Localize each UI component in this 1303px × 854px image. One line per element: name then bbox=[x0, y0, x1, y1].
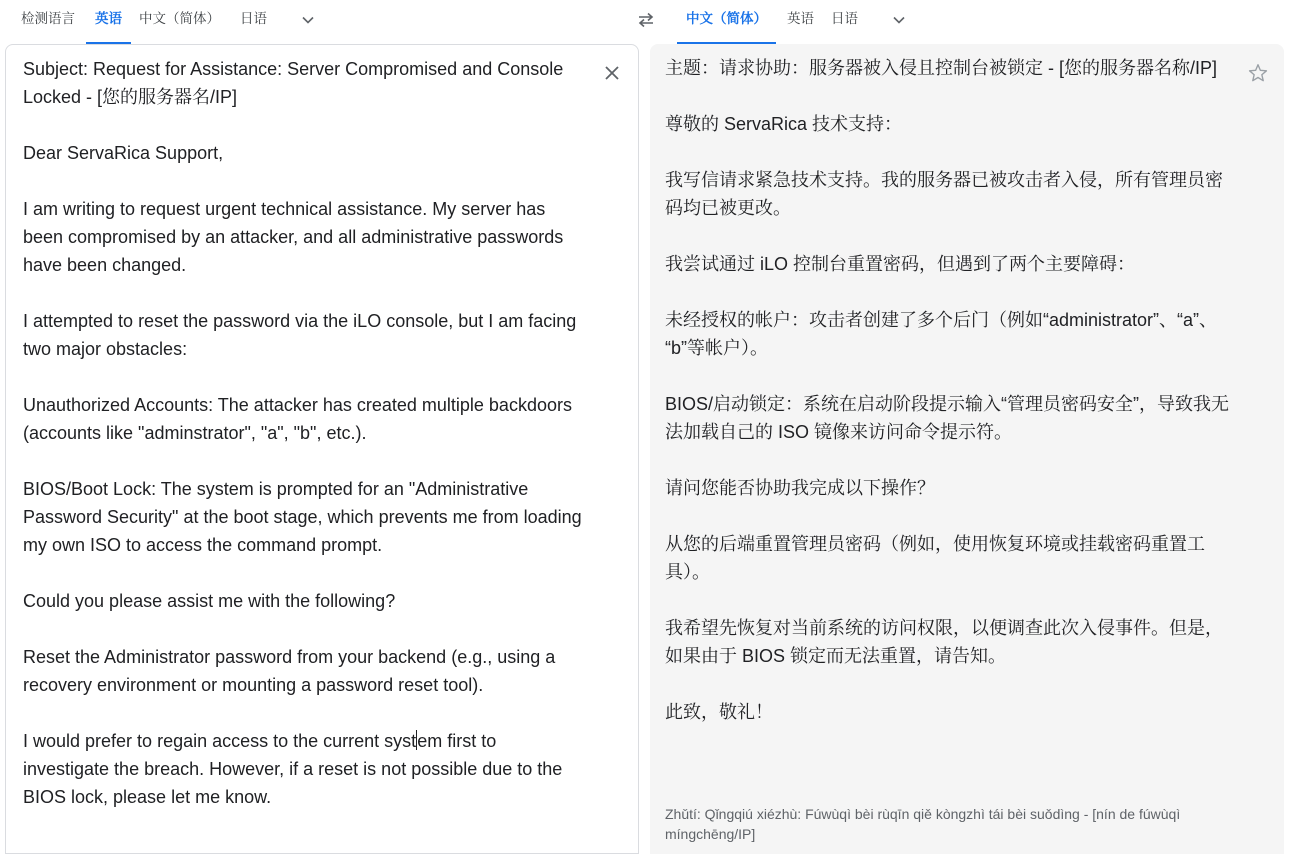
source-line bbox=[23, 559, 583, 587]
translation-line: 主题：请求协助：服务器被入侵且控制台被锁定 - [您的服务器名称/IP] bbox=[665, 58, 1218, 78]
source-line-with-caret bbox=[23, 727, 583, 755]
source-line: Password Security" at the boot stage, which prevents me from loading bbox=[23, 507, 582, 527]
chevron-down-icon[interactable] bbox=[300, 12, 316, 28]
translation-line: “b”等帐户）。 bbox=[665, 338, 768, 358]
translation-line: 法加载自己的 ISO 镜像来访问命令提示符。 bbox=[665, 422, 1013, 442]
star-outline-icon[interactable] bbox=[1247, 62, 1269, 84]
source-line: Could you please assist me with the following? bbox=[23, 591, 396, 611]
source-language-bar bbox=[0, 0, 640, 44]
source-tab-chinese-simplified[interactable]: 中文（简体） bbox=[139, 11, 220, 27]
source-line: Subject: Request for Assistance: Server Compromised and Console bbox=[23, 59, 564, 79]
source-line: Dear ServaRica Support, bbox=[23, 143, 224, 163]
translation-line: 从您的后端重置管理员密码（例如，使用恢复环境或挂载密码重置工 bbox=[665, 534, 1205, 554]
target-tab-chinese-simplified[interactable]: 中文（简体） bbox=[677, 0, 776, 44]
source-line: BIOS lock, please let me know. bbox=[23, 787, 272, 807]
close-icon[interactable] bbox=[602, 63, 622, 83]
transliteration-text: Zhǔtí: Qǐngqiú xiézhù: Fúwùqì bèi rùqīn qiě kòngzhì tái bèi suǒdìng - [nín de fúwùqì míngchēng/IP] bbox=[665, 806, 1181, 842]
source-line: Reset the Administrator password from your backend (e.g., using a bbox=[23, 647, 556, 667]
translation-line: 请问您能否协助我完成以下操作？ bbox=[665, 478, 935, 498]
source-line: my own ISO to access the command prompt. bbox=[23, 535, 383, 555]
source-tab-detect-language[interactable]: 检测语言 bbox=[21, 11, 75, 27]
translation-line: 尊敬的 ServaRica 技术支持： bbox=[665, 114, 903, 134]
source-tab-japanese[interactable]: 日语 bbox=[240, 11, 267, 27]
translation-line bbox=[665, 586, 1235, 614]
source-line: Unauthorized Accounts: The attacker has created multiple backdoors bbox=[23, 395, 572, 415]
source-tab-english[interactable]: 英语 bbox=[86, 0, 131, 44]
translation-line: 我尝试通过 iLO 控制台重置密码，但遇到了两个主要障碍： bbox=[665, 254, 1136, 274]
source-line bbox=[23, 111, 583, 139]
source-line: have been changed. bbox=[23, 255, 187, 275]
translation-line: 具）。 bbox=[665, 562, 710, 582]
source-line bbox=[23, 447, 583, 475]
chevron-down-icon[interactable] bbox=[891, 12, 907, 28]
translation-line bbox=[665, 670, 1235, 698]
source-line: (accounts like "adminstrator", "a", "b", etc.). bbox=[23, 423, 367, 443]
source-line bbox=[23, 699, 583, 727]
translation-line: 我希望先恢复对当前系统的访问权限，以便调查此次入侵事件。但是， bbox=[665, 618, 1223, 638]
source-line: recovery environment or mounting a password reset tool). bbox=[23, 675, 484, 695]
source-line bbox=[23, 615, 583, 643]
translation-line: 如果由于 BIOS 锁定而无法重置，请告知。 bbox=[665, 646, 1007, 666]
translation-line: 未经授权的帐户：攻击者创建了多个后门（例如“administrator”、“a”、 bbox=[665, 310, 1218, 330]
translation-line: 我写信请求紧急技术支持。我的服务器已被攻击者入侵，所有管理员密 bbox=[665, 170, 1223, 190]
translation-line bbox=[665, 82, 1235, 110]
source-line bbox=[23, 363, 583, 391]
source-line: BIOS/Boot Lock: The system is prompted for an "Administrative bbox=[23, 479, 529, 499]
caret-line-after: em first to bbox=[417, 731, 497, 751]
source-line: investigate the breach. However, if a reset is not possible due to the bbox=[23, 759, 563, 779]
translation-line bbox=[665, 138, 1235, 166]
translation-line bbox=[665, 278, 1235, 306]
source-line: I attempted to reset the password via the iLO console, but I am facing bbox=[23, 311, 577, 331]
translation-line bbox=[665, 502, 1235, 530]
source-line: been compromised by an attacker, and all administrative passwords bbox=[23, 227, 564, 247]
target-language-bar bbox=[640, 0, 1303, 44]
source-line: two major obstacles: bbox=[23, 339, 188, 359]
translation-line bbox=[665, 222, 1235, 250]
translation-line: 码均已被更改。 bbox=[665, 198, 791, 218]
source-text-input[interactable] bbox=[23, 55, 583, 811]
source-line bbox=[23, 167, 583, 195]
translation-line bbox=[665, 446, 1235, 474]
translation-line: BIOS/启动锁定：系统在启动阶段提示输入“管理员密码安全”，导致我无 bbox=[665, 394, 1229, 414]
source-line: I am writing to request urgent technical assistance. My server has bbox=[23, 199, 546, 219]
caret-line-before: I would prefer to regain access to the current syst bbox=[23, 731, 417, 751]
translation-line: 此致，敬礼！ bbox=[665, 702, 773, 722]
translation-output bbox=[665, 54, 1235, 726]
target-tab-english[interactable]: 英语 bbox=[787, 11, 814, 27]
source-text-panel[interactable] bbox=[5, 44, 639, 854]
translation-line bbox=[665, 362, 1235, 390]
translation-panel bbox=[650, 44, 1284, 854]
source-line: Locked - [您的服务器名/IP] bbox=[23, 87, 238, 107]
source-line bbox=[23, 279, 583, 307]
target-tab-japanese[interactable]: 日语 bbox=[831, 11, 858, 27]
